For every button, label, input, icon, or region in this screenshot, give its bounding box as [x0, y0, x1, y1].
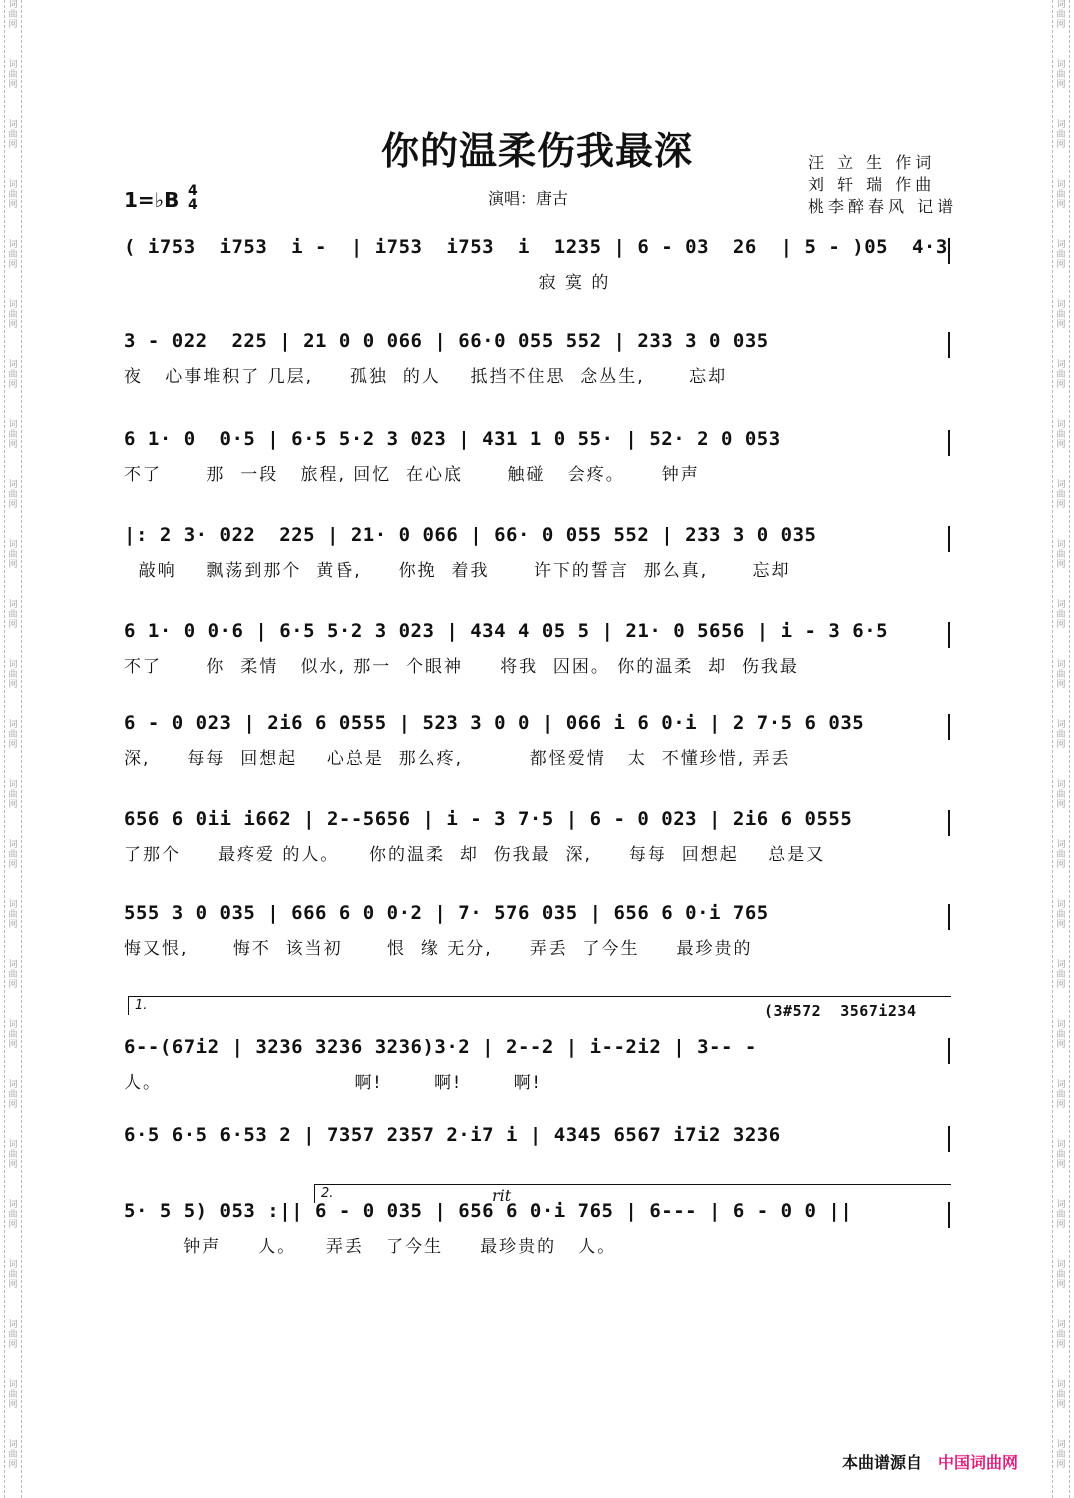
- lyrics-line: 不了 你 柔情 似水, 那一 个眼神 将我 囚困。 你的温柔 却 伤我最: [124, 657, 799, 677]
- volta-1-label: 1.: [135, 998, 148, 1013]
- barline: [948, 622, 950, 648]
- volta-2-bracket: [314, 1184, 951, 1203]
- watermark-text: 词 曲 网: [1056, 360, 1066, 390]
- barline: [948, 430, 950, 456]
- watermark-text: 词 曲 网: [8, 300, 18, 330]
- barline: [948, 526, 950, 552]
- watermark-text: 词 曲 网: [1056, 540, 1066, 570]
- watermark-text: 词 曲 网: [8, 780, 18, 810]
- right-watermark-strip: [1052, 0, 1070, 1498]
- lyrics-line: 悔又恨, 悔不 该当初 恨 缘 无分, 弄丢 了今生 最珍贵的: [124, 939, 753, 959]
- watermark-text: 词 曲 网: [1056, 1140, 1066, 1170]
- watermark-text: 词 曲 网: [1056, 1260, 1066, 1290]
- score-row: [124, 330, 950, 390]
- score-row: [124, 428, 950, 488]
- watermark-text: 词 曲 网: [1056, 480, 1066, 510]
- watermark-text: 词 曲 网: [8, 1080, 18, 1110]
- singer-credit: 演唱：唐古: [488, 189, 569, 208]
- lyrics-line: 不了 那 一段 旅程, 回忆 在心底 触碰 会疼。 钟声: [124, 465, 700, 485]
- watermark-text: 词 曲 网: [8, 660, 18, 690]
- watermark-text: 词 曲 网: [8, 1140, 18, 1170]
- tempo-mark-rit: rit: [492, 1186, 512, 1205]
- lyrics-line: 钟声 人。 弄丢 了今生 最珍贵的 人。: [124, 1237, 617, 1257]
- time-signature: [188, 184, 198, 212]
- left-watermark-strip: [4, 0, 22, 1498]
- watermark-text: 词 曲 网: [8, 180, 18, 210]
- lyrics-line: 深, 每每 回想起 心总是 那么疼, 都怪爱情 太 不懂珍惜, 弄丢: [124, 749, 791, 769]
- watermark-text: 词 曲 网: [8, 600, 18, 630]
- watermark-text: 词 曲 网: [1056, 120, 1066, 150]
- barline: [948, 332, 950, 358]
- key-signature: 1=♭B: [124, 188, 180, 212]
- notation-line: 555 3 0 035 | 666 6 0 0·2 | 7· 576 035 | 656 6 0·i 765: [124, 902, 769, 924]
- song-title: 你的温柔伤我最深: [380, 128, 693, 173]
- watermark-text: 词 曲 网: [1056, 180, 1066, 210]
- watermark-text: 词 曲 网: [8, 1380, 18, 1410]
- lyricist-credit: 汪 立 生 作词: [808, 153, 936, 172]
- credits-block: [808, 152, 957, 218]
- watermark-text: 词 曲 网: [8, 960, 18, 990]
- watermark-text: 词 曲 网: [1056, 1080, 1066, 1110]
- watermark-text: 词 曲 网: [8, 1440, 18, 1470]
- score-row: [124, 998, 950, 1093]
- barline: [948, 1202, 950, 1228]
- lyrics-line: 了那个 最疼爱 的人。 你的温柔 却 伤我最 深, 每每 回想起 总是又: [124, 845, 826, 865]
- watermark-text: 词 曲 网: [8, 720, 18, 750]
- watermark-text: 词 曲 网: [8, 1260, 18, 1290]
- volta-2-label: 2.: [321, 1186, 334, 1201]
- score-row: [124, 902, 950, 962]
- lyrics-line: 寂 寞 的: [124, 273, 611, 293]
- watermark-text: 词 曲 网: [1056, 300, 1066, 330]
- score-row: [124, 808, 950, 868]
- watermark-text: 词 曲 网: [8, 900, 18, 930]
- watermark-text: 词 曲 网: [1056, 1320, 1066, 1350]
- notation-line: 6·5 6·5 6·53 2 | 7357 2357 2·i7 i | 4345 6567 i7i2 3236: [124, 1124, 781, 1146]
- watermark-text: 词 曲 网: [1056, 240, 1066, 270]
- watermark-text: 词 曲 网: [1056, 1440, 1066, 1470]
- score-row: [124, 712, 950, 772]
- watermark-text: 词 曲 网: [1056, 1200, 1066, 1230]
- score-row: [124, 524, 950, 584]
- notation-line: 6 - 0 023 | 2i6 6 0555 | 523 3 0 0 | 066 i 6 0·i | 2 7·5 6 035: [124, 712, 865, 734]
- watermark-text: 词 曲 网: [8, 1020, 18, 1050]
- watermark-text: 词 曲 网: [8, 240, 18, 270]
- notation-line: 6 1· 0 0·5 | 6·5 5·2 3 023 | 431 1 0 55· | 52· 2 0 053: [124, 428, 781, 450]
- lyrics-line: 敲响 飘荡到那个 黄昏, 你挽 着我 许下的誓言 那么真, 忘却: [124, 561, 791, 581]
- composer-credit: 刘 轩 瑞 作曲: [808, 175, 936, 194]
- watermark-text: 词 曲 网: [1056, 420, 1066, 450]
- score-row: [124, 1124, 950, 1184]
- barline: [948, 714, 950, 740]
- lyrics-line: 夜 心事堆积了 几层, 孤独 的人 抵挡不住思 念丛生, 忘却: [124, 367, 728, 387]
- notation-line: 3 - 022 225 | 21 0 0 066 | 66·0 055 552 | 233 3 0 035: [124, 330, 769, 352]
- notation-line: 5· 5 5) 053 :|| 6 - 0 035 | 656 6 0·i 765 | 6--- | 6 - 0 0 ||: [124, 1200, 853, 1222]
- watermark-text: 词 曲 网: [8, 420, 18, 450]
- watermark-text: 词 曲 网: [1056, 1380, 1066, 1410]
- barline: [948, 904, 950, 930]
- transcriber-credit: 桃李醉春风 记谱: [808, 197, 958, 216]
- score-row: [124, 620, 950, 680]
- notation-line: 6--(67i2 | 3236 3236 3236)3·2 | 2--2 | i--2i2 | 3-- -: [124, 1036, 757, 1058]
- watermark-text: 词 曲 网: [1056, 780, 1066, 810]
- footer-source-label: 本曲谱源自: [842, 1453, 923, 1472]
- score-row: [124, 1186, 950, 1260]
- meter-bottom: 4: [188, 197, 198, 213]
- watermark-text: 词 曲 网: [1056, 840, 1066, 870]
- watermark-text: 词 曲 网: [1056, 660, 1066, 690]
- watermark-text: 词 曲 网: [8, 360, 18, 390]
- watermark-text: 词 曲 网: [8, 1320, 18, 1350]
- watermark-text: 词 曲 网: [8, 1200, 18, 1230]
- barline: [948, 810, 950, 836]
- watermark-text: 词 曲 网: [8, 480, 18, 510]
- score-row: [124, 236, 950, 296]
- notation-line: 6 1· 0 0·6 | 6·5 5·2 3 023 | 434 4 05 5 | 21· 0 5656 | i - 3 6·5: [124, 620, 889, 642]
- volta-1-bracket: [128, 996, 951, 1015]
- watermark-text: 词 曲 网: [1056, 0, 1066, 30]
- watermark-text: 词 曲 网: [8, 60, 18, 90]
- notation-line: ( i753 i753 i - | i753 i753 i 1235 | 6 - 03 26 | 5 - )05 4·3: [124, 236, 948, 258]
- watermark-text: 词 曲 网: [8, 840, 18, 870]
- watermark-text: 词 曲 网: [1056, 600, 1066, 630]
- watermark-text: 词 曲 网: [1056, 1020, 1066, 1050]
- notation-line: |: 2 3· 022 225 | 21· 0 066 | 66· 0 055 552 | 233 3 0 035: [124, 524, 817, 546]
- barline: [948, 1038, 950, 1064]
- notation-line: 656 6 0ii i662 | 2--5656 | i - 3 7·5 | 6 - 0 023 | 2i6 6 0555: [124, 808, 853, 830]
- side-notation: (3#572 3567i234: [764, 1002, 917, 1020]
- watermark-text: 词 曲 网: [8, 0, 18, 30]
- watermark-text: 词 曲 网: [8, 540, 18, 570]
- footer-brand: 中国词曲网: [938, 1453, 1019, 1472]
- footer-source: [842, 1450, 1018, 1473]
- watermark-text: 词 曲 网: [8, 120, 18, 150]
- lyrics-line: 人。 啊! 啊! 啊!: [124, 1073, 542, 1093]
- watermark-text: 词 曲 网: [1056, 900, 1066, 930]
- barline: [948, 1126, 950, 1152]
- meter-top: 4: [188, 183, 198, 199]
- barline: [948, 238, 950, 264]
- watermark-text: 词 曲 网: [1056, 720, 1066, 750]
- watermark-text: 词 曲 网: [1056, 960, 1066, 990]
- watermark-text: 词 曲 网: [1056, 60, 1066, 90]
